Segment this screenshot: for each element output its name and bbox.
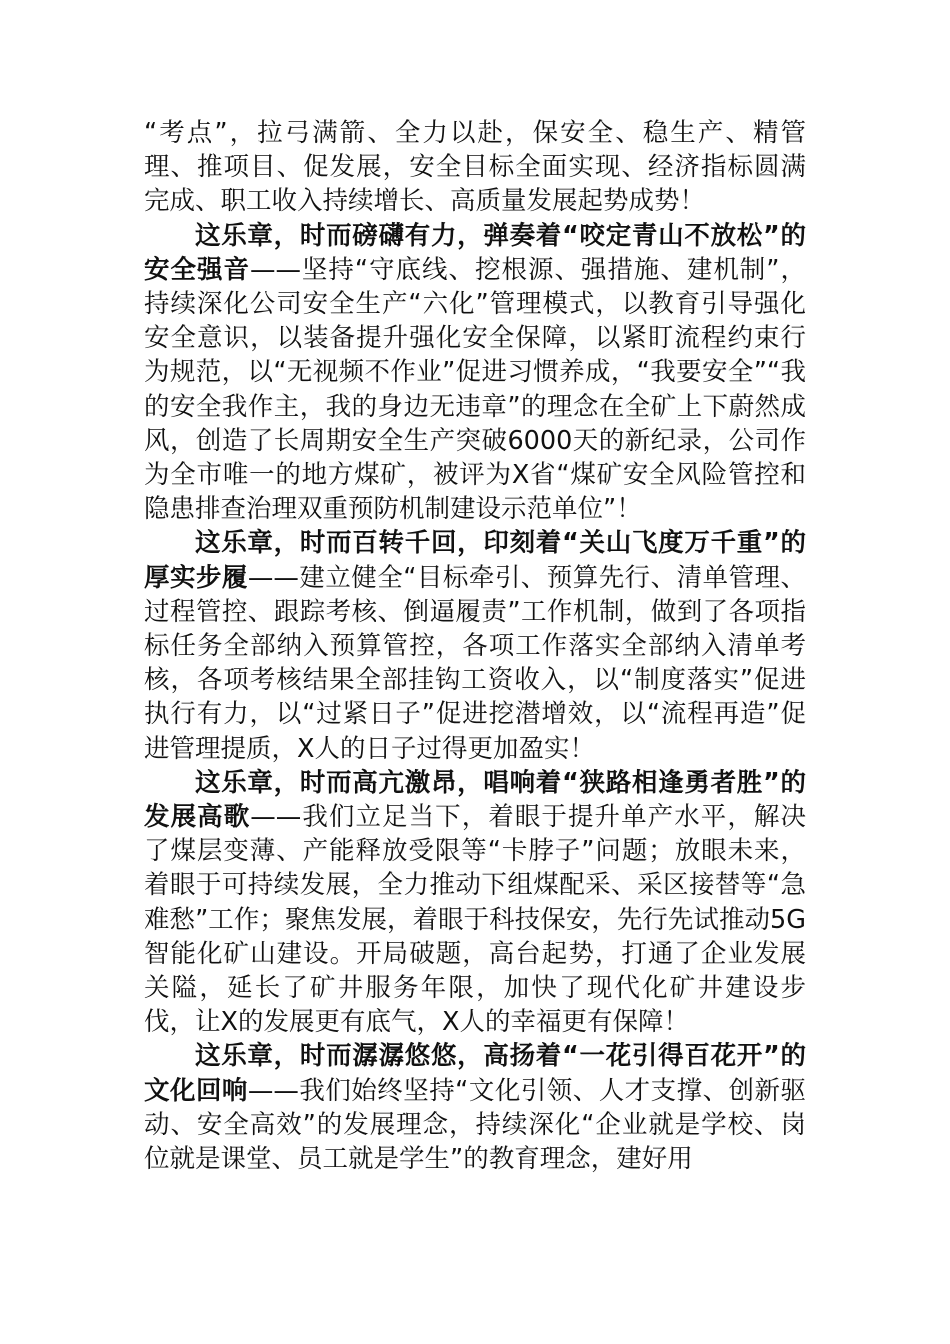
paragraph-4 [144,766,806,1040]
paragraph-text: “考点”，拉弓满箭、全力以赴，保安全、稳生产、精管理、推项目、促发展，安全目标全面实现、经济指标圆满完成、职工收入持续增长、高质量发展起势成势！ [144,118,806,217]
paragraph-2 [144,219,806,527]
paragraph-text: ——我们立足当下，着眼于提升单产水平，解决了煤层变薄、产能释放受限等“卡脖子”问题；放眼未来，着眼于可持续发展，全力推动下组煤配采、采区接替等“急难愁”工作；聚焦发展，着眼于科技保安，先行先试推动5G智能化矿山建设。开局破题，高台起势，打通了企业发展关隘，延长了矿井服务年限，加快了现代化矿井建设步伐，让X的发展更有底气，X人的幸福更有保障！ [144,802,806,1038]
paragraph-1 [144,116,806,219]
paragraph-text: ——坚持“守底线、挖根源、强措施、建机制”，持续深化公司安全生产“六化”管理模式，以教育引导强化安全意识，以装备提升强化安全保障，以紧盯流程约束行为规范，以“无视频不作业”促进习惯养成，“我要安全”“我的安全我作主，我的身边无违章”的理念在全矿上下蔚然成风，创造了长周期安全生产突破6000天的新纪录，公司作为全市唯一的地方煤矿，被评为X省“煤矿安全风险管控和隐患排查治理双重预防机制建设示范单位”！ [144,254,806,525]
document-body [144,116,806,1176]
paragraph-lead: 这乐章，时而磅礴有力，弹奏着“咬定青山不放松”的安全强音 [144,220,806,285]
paragraph-lead: 这乐章，时而高亢激昂，唱响着“狭路相逢勇者胜”的发展高歌 [144,767,806,833]
paragraph-text: ——我们始终坚持“文化引领、人才支撑、创新驱动、安全高效”的发展理念，持续深化“企业就是学校、岗位就是课堂、员工就是学生”的教育理念，建好用 [144,1075,806,1175]
paragraph-text: ——建立健全“目标牵引、预算先行、清单管理、过程管控、跟踪考核、倒逼履责”工作机制，做到了各项指标任务全部纳入预算管控，各项工作落实全部纳入清单考核，各项考核结果全部挂钩工资收入，以“制度落实”促进执行有力，以“过紧日子”促进挖潜增效，以“流程再造”促进管理提质，X人的日子过得更加盈实！ [144,562,806,764]
paragraph-lead: 这乐章，时而潺潺悠悠，高扬着“一花引得百花开”的文化回响 [144,1041,806,1106]
paragraph-5 [144,1039,806,1176]
paragraph-lead: 这乐章，时而百转千回，印刻着“关山飞度万千重”的厚实步履 [144,528,806,593]
paragraph-3 [144,526,806,765]
